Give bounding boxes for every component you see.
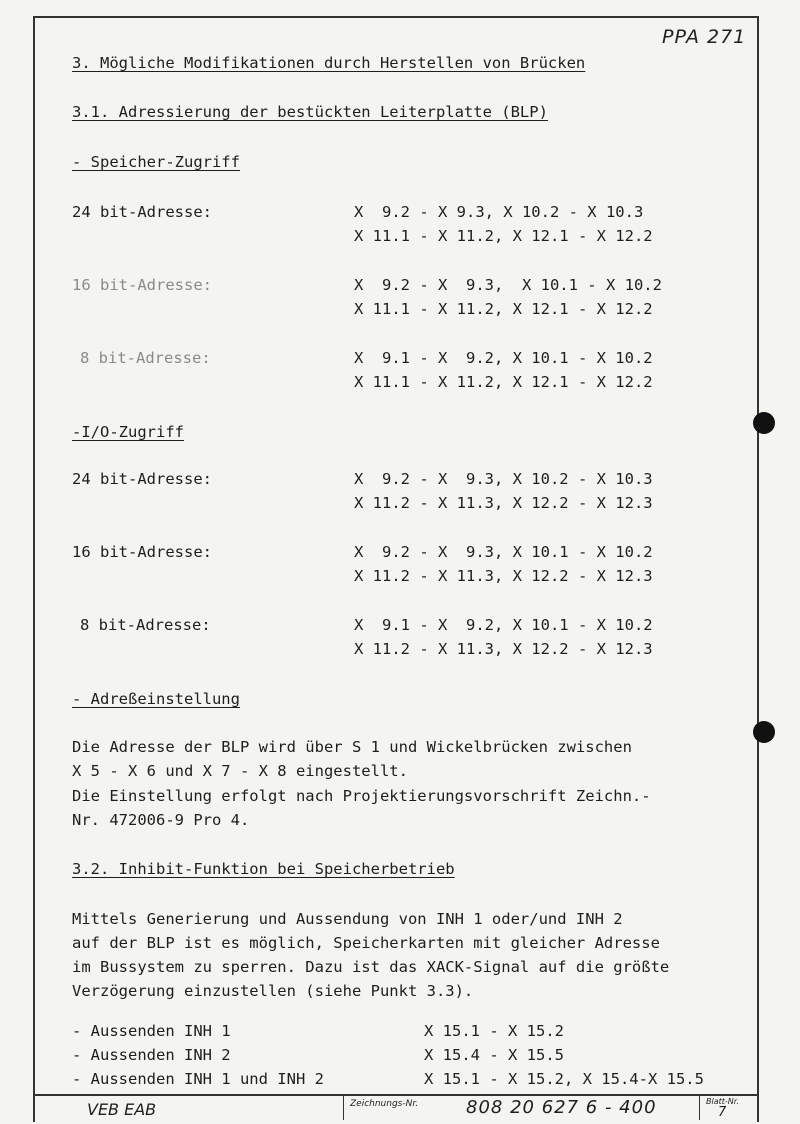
section-io-zugriff: -I/O-Zugriff — [72, 423, 184, 441]
mem-value-16-line1: X 9.2 - X 9.3, X 10.1 - X 10.2 — [354, 276, 662, 294]
io-value-24-line1: X 9.2 - X 9.3, X 10.2 - X 10.3 — [354, 470, 653, 488]
io-value-8-line2: X 11.2 - X 11.3, X 12.2 - X 12.3 — [354, 640, 653, 658]
inh-para-line1: Mittels Generierung und Aussendung von INH 1 oder/und INH 2 — [72, 910, 623, 928]
inh-label-1: - Aussenden INH 1 — [72, 1022, 231, 1040]
inh-label-3: - Aussenden INH 1 und INH 2 — [72, 1070, 324, 1088]
footer-sheet-label: Blatt-Nr. — [706, 1097, 739, 1106]
footer-drawing-number: 808 20 627 6 - 400 — [466, 1097, 657, 1118]
mem-label-16: 16 bit-Adresse: — [72, 276, 212, 294]
heading-3-2: 3.2. Inhibit-Funktion bei Speicherbetrieb — [72, 860, 455, 878]
addr-para-line2: X 5 - X 6 und X 7 - X 8 eingestellt. — [72, 762, 408, 780]
section-speicher-zugriff: - Speicher-Zugriff — [72, 153, 240, 171]
inh-para-line2: auf der BLP ist es möglich, Speicherkarten mit gleicher Adresse — [72, 934, 660, 952]
io-value-16-line2: X 11.2 - X 11.3, X 12.2 - X 12.3 — [354, 567, 653, 585]
mem-value-8-line2: X 11.1 - X 11.2, X 12.1 - X 12.2 — [354, 373, 653, 391]
io-value-8-line1: X 9.1 - X 9.2, X 10.1 - X 10.2 — [354, 616, 653, 634]
inh-para-line4: Verzögerung einzustellen (siehe Punkt 3.3). — [72, 982, 474, 1000]
footer-company: VEB EAB — [87, 1100, 157, 1119]
mem-value-24-line1: X 9.2 - X 9.3, X 10.2 - X 10.3 — [354, 203, 644, 221]
inh-label-2: - Aussenden INH 2 — [72, 1046, 231, 1064]
mem-value-24-line2: X 11.1 - X 11.2, X 12.1 - X 12.2 — [354, 227, 653, 245]
inh-value-2: X 15.4 - X 15.5 — [424, 1046, 564, 1064]
inh-value-3: X 15.1 - X 15.2, X 15.4-X 15.5 — [424, 1070, 704, 1088]
io-value-24-line2: X 11.2 - X 11.3, X 12.2 - X 12.3 — [354, 494, 653, 512]
addr-para-line3: Die Einstellung erfolgt nach Projektierungsvorschrift Zeichn.- — [72, 787, 651, 805]
footer-sheet-cell — [699, 1096, 756, 1120]
inh-value-1: X 15.1 - X 15.2 — [424, 1022, 564, 1040]
punch-hole-top — [753, 412, 775, 434]
inh-para-line3: im Bussystem zu sperren. Dazu ist das XACK-Signal auf die größte — [72, 958, 670, 976]
heading-main: 3. Mögliche Modifikationen durch Herstellen von Brücken — [72, 54, 586, 72]
mem-label-24: 24 bit-Adresse: — [72, 203, 212, 221]
io-label-16: 16 bit-Adresse: — [72, 543, 212, 561]
mem-label-8: 8 bit-Adresse: — [80, 349, 211, 367]
footer-drawing-cell — [343, 1096, 734, 1120]
mem-value-16-line2: X 11.1 - X 11.2, X 12.1 - X 12.2 — [354, 300, 653, 318]
section-adresseinstellung: - Adreßeinstellung — [72, 690, 240, 708]
io-label-24: 24 bit-Adresse: — [72, 470, 212, 488]
footer-title-block — [35, 1094, 757, 1120]
mem-value-8-line1: X 9.1 - X 9.2, X 10.1 - X 10.2 — [354, 349, 653, 367]
footer-sheet-number: 7 — [718, 1105, 727, 1120]
addr-para-line1: Die Adresse der BLP wird über S 1 und Wickelbrücken zwischen — [72, 738, 632, 756]
heading-3-1: 3.1. Adressierung der bestückten Leiterplatte (BLP) — [72, 103, 548, 121]
document-id: PPA 271 — [662, 26, 747, 48]
addr-para-line4: Nr. 472006-9 Pro 4. — [72, 811, 250, 829]
footer-drawing-label: Zeichnungs-Nr. — [350, 1099, 419, 1109]
io-value-16-line1: X 9.2 - X 9.3, X 10.1 - X 10.2 — [354, 543, 653, 561]
io-label-8: 8 bit-Adresse: — [80, 616, 211, 634]
punch-hole-bottom — [753, 721, 775, 743]
